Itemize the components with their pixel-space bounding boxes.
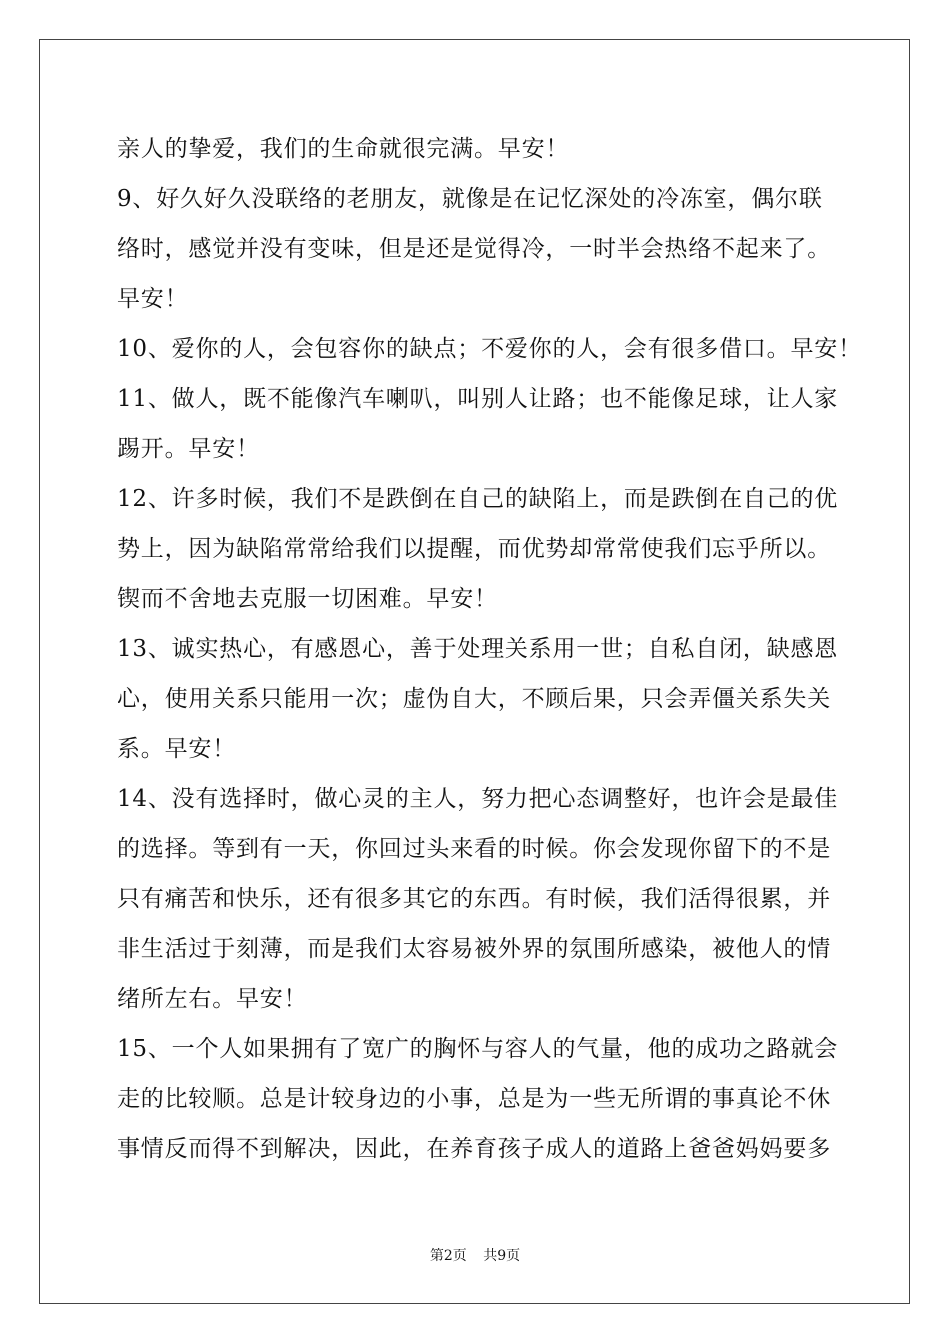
body-text-line: 的选择。等到有一天，你回过头来看的时候。你会发现你留下的不是 <box>117 836 831 862</box>
body-text-line: 亲人的挚爱，我们的生命就很完满。早安！ <box>117 136 570 162</box>
body-text-line: 锲而不舍地去克服一切困难。早安！ <box>117 586 498 612</box>
body-text-line: 势上，因为缺陷常常给我们以提醒，而优势却常常使我们忘乎所以。 <box>117 536 831 562</box>
body-text-line: 系。早安！ <box>117 736 236 762</box>
body-text-line: 14、没有选择时，做心灵的主人，努力把心态调整好，也许会是最佳 <box>117 786 839 812</box>
body-text-line: 绪所左右。早安！ <box>117 986 308 1012</box>
body-text-line: 15、一个人如果拥有了宽广的胸怀与容人的气量，他的成功之路就会 <box>117 1036 839 1062</box>
body-text-line: 11、做人，既不能像汽车喇叭，叫别人让路；也不能像足球，让人家 <box>117 386 839 412</box>
page-total: 共9页 <box>483 1248 521 1264</box>
body-text-line: 12、许多时候，我们不是跌倒在自己的缺陷上，而是跌倒在自己的优 <box>117 486 839 512</box>
page-number: 第2页 <box>429 1248 467 1264</box>
body-text-line: 走的比较顺。总是计较身边的小事，总是为一些无所谓的事真论不休 <box>117 1086 831 1112</box>
body-text-line: 只有痛苦和快乐，还有很多其它的东西。有时候，我们活得很累，并 <box>117 886 831 912</box>
body-text-line: 事情反而得不到解决，因此，在养育孩子成人的道路上爸爸妈妈要多 <box>117 1136 831 1162</box>
page-border <box>39 39 910 1304</box>
body-text-line: 心，使用关系只能用一次；虚伪自大，不顾后果，只会弄僵关系失关 <box>117 686 831 712</box>
body-text-line: 9、好久好久没联络的老朋友，就像是在记忆深处的冷冻室，偶尔联 <box>117 186 823 212</box>
body-text-line: 非生活过于刻薄，而是我们太容易被外界的氛围所感染，被他人的情 <box>117 936 831 962</box>
body-text-line: 早安！ <box>117 286 189 312</box>
body-text-line: 13、诚实热心，有感恩心，善于处理关系用一世；自私自闭，缺感恩 <box>117 636 839 662</box>
body-text-line: 10、爱你的人，会包容你的缺点；不爱你的人，会有很多借口。早安！ <box>117 336 862 362</box>
body-text-line: 踢开。早安！ <box>117 436 260 462</box>
body-text-line: 络时，感觉并没有变味，但是还是觉得冷，一时半会热络不起来了。 <box>117 236 831 262</box>
page-footer <box>0 1246 950 1266</box>
